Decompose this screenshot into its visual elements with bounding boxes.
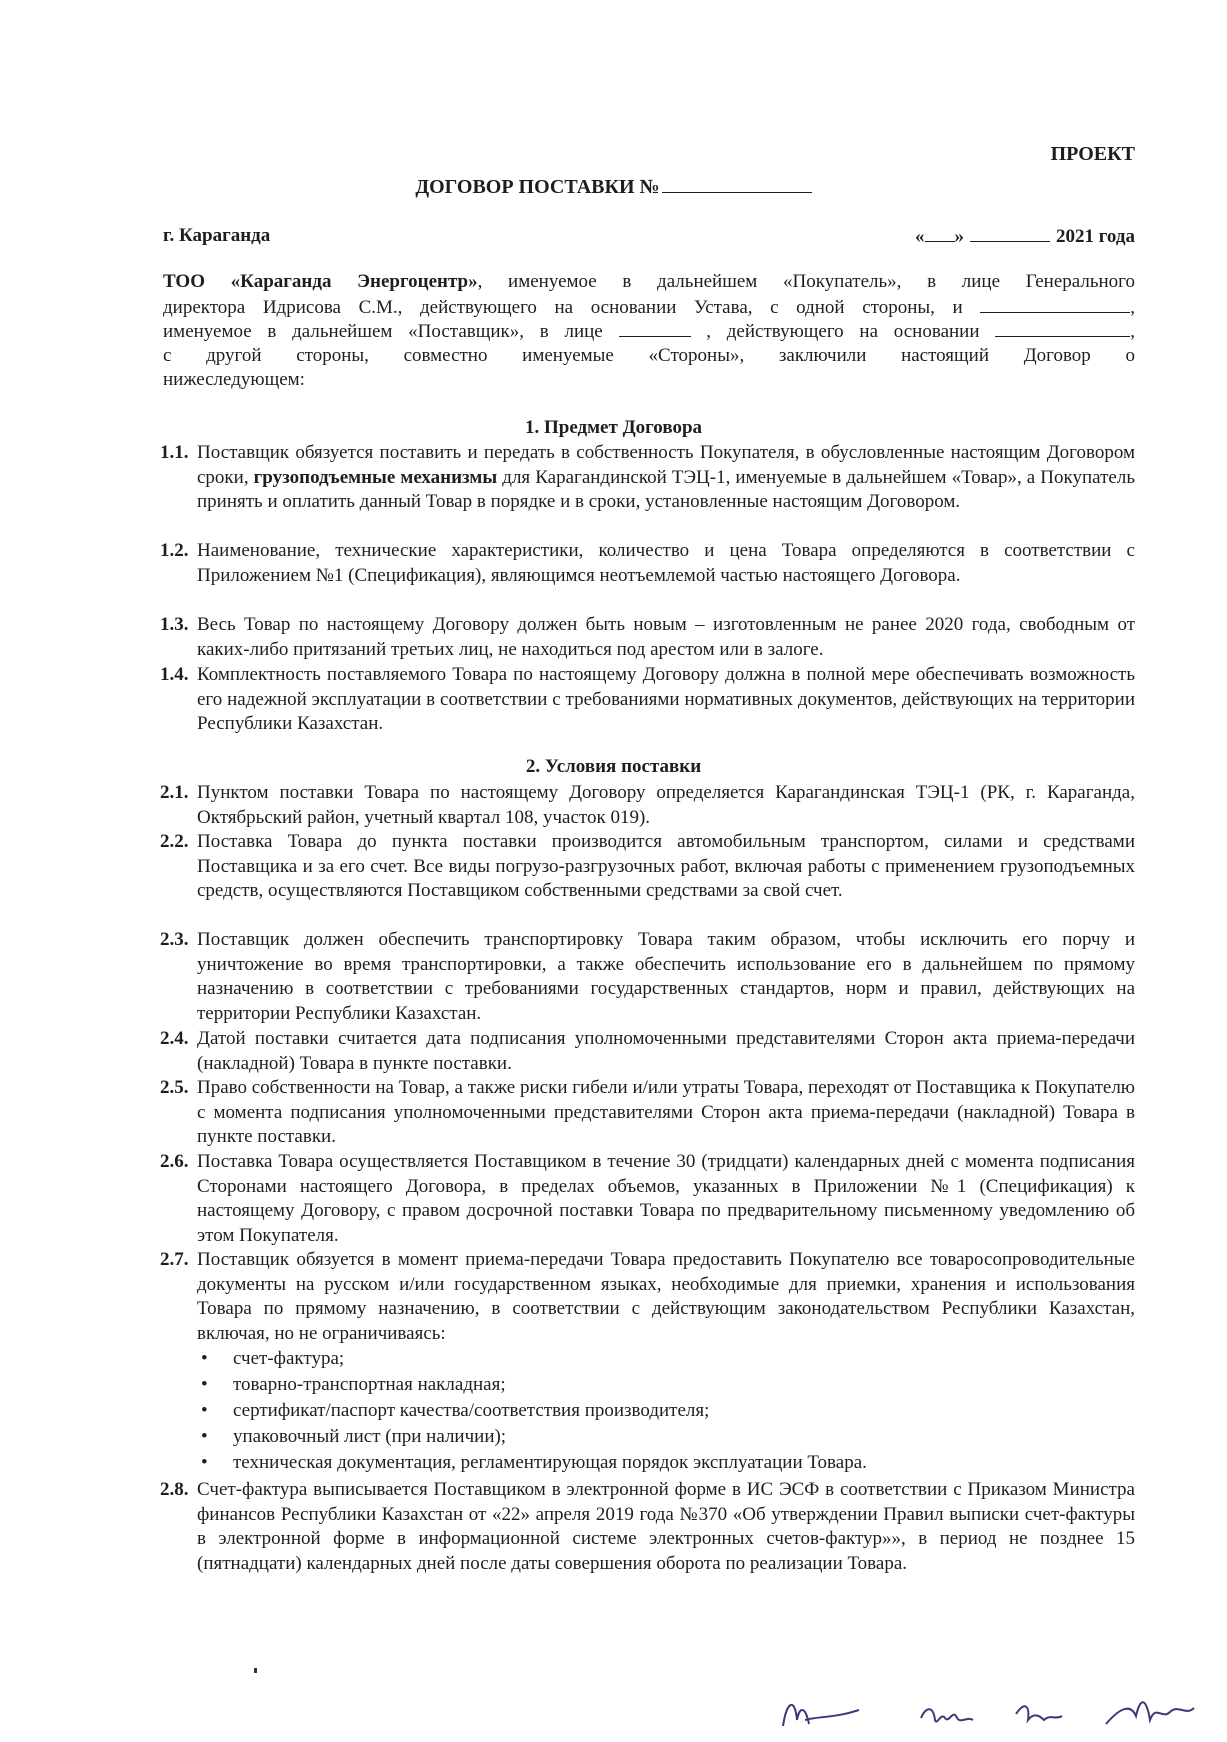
clause-text: Поставщик должен обеспечить транспортировку Товара таким образом, чтобы исключить его порчу и уничтожение во время транспортировки, а также обеспечить использование его в дальнейшем по прямому назначению в соответствии с требованиями государственных стандартов, норм и правил, действующих на территории Республики Казахстан. bbox=[197, 929, 1135, 1024]
clause-text: Право собственности на Товар, а также риски гибели и/или утраты Товара, переходят от Поставщика к Покупателю с момента подписания уполномоченными представителями Сторон акта приема-передачи (накладной) Товара в пункте поставки. bbox=[197, 1077, 1135, 1147]
clause-2-8 bbox=[160, 1478, 1135, 1576]
list-item bbox=[197, 1424, 1127, 1450]
title-text: ДОГОВОР ПОСТАВКИ № bbox=[415, 176, 660, 198]
clause-text: Наименование, технические характеристики, количество и цена Товара определяются в соответствии с Приложением №1 (Спецификация), являющимся неотъемлемой частью настоящего Договора. bbox=[197, 540, 1135, 586]
preamble-line bbox=[163, 295, 1135, 320]
list-item-text: товарно-транспортная накладная; bbox=[233, 1374, 506, 1395]
buyer-name: ТОО «Караганда Энергоцентр» bbox=[163, 271, 478, 292]
preamble bbox=[163, 270, 1135, 393]
preamble-line bbox=[163, 270, 1135, 295]
clause-1-2 bbox=[160, 539, 1135, 588]
clause-2-3 bbox=[160, 928, 1135, 1026]
signature-1-icon bbox=[775, 1690, 865, 1735]
preamble-text: директора Идрисова С.М., действующего на основании Устава, с одной стороны, и bbox=[163, 296, 963, 318]
preamble-line: нижеследующем: bbox=[163, 369, 305, 390]
preamble-text: , bbox=[1130, 296, 1136, 318]
clause-2-4 bbox=[160, 1027, 1135, 1076]
date-quote-close: » bbox=[954, 226, 965, 247]
clause-number: 2.1. bbox=[160, 782, 189, 803]
date-quote-open: « bbox=[915, 226, 925, 247]
clause-2-1 bbox=[160, 781, 1135, 830]
document-title bbox=[0, 174, 1227, 199]
list-item-text: счет-фактура; bbox=[233, 1348, 345, 1369]
clause-1-4 bbox=[160, 663, 1135, 737]
preamble-line bbox=[163, 319, 1135, 344]
bullet-icon: • bbox=[201, 1374, 208, 1395]
bullet-icon: • bbox=[201, 1400, 208, 1421]
clause-text: Поставщик обязуется в момент приема-передачи Товара предоставить Покупателю все товаросопроводительные документы на русском и/или государственном языках, необходимые для приемки, хранения и использования Товара по прямому назначению, в соответствии с действующим законодательством Республики Казахстан, включая, но не ограничиваясь: bbox=[197, 1249, 1135, 1344]
clause-text: Датой поставки считается дата подписания уполномоченными представителями Сторон акта приема-передачи (накладной) Товара в пункте поставки. bbox=[197, 1028, 1135, 1074]
scan-mark bbox=[254, 1668, 257, 1673]
representative-blank bbox=[619, 319, 691, 337]
clause-text: Поставка Товара осуществляется Поставщиком в течение 30 (тридцати) календарных дней с момента подписания Сторонами настоящего Договора, в пределах объемов, указанных в Приложении №1 (Спецификация) к настоящему Договору, с правом досрочной поставки Товара по предварительному письменному уведомлению об этом Покупателя. bbox=[197, 1151, 1135, 1246]
clause-text: Комплектность поставляемого Товара по настоящему Договору должна в полной мере обеспечивать возможность его надежной эксплуатации в соответствии с требованиями нормативных документов, действующих на территории Республики Казахстан. bbox=[197, 664, 1135, 734]
clause-number: 2.6. bbox=[160, 1151, 189, 1172]
list-item bbox=[197, 1346, 1127, 1372]
month-blank bbox=[970, 225, 1050, 242]
list-item bbox=[197, 1398, 1127, 1424]
list-item-text: упаковочный лист (при наличии); bbox=[233, 1426, 507, 1447]
signature-2-icon bbox=[915, 1690, 995, 1735]
clause-text-part: Поставщик обязуется поставить и передать в собственность Покупателя, в обусловленные настоящим Договором сроки, bbox=[197, 442, 1135, 488]
clause-number: 2.5. bbox=[160, 1077, 189, 1098]
preamble-text: , bbox=[1130, 321, 1136, 342]
preamble-text: , именуемое в дальнейшем «Покупатель», в лице Генерального bbox=[477, 271, 1136, 292]
date-year: 2021 года bbox=[1056, 226, 1135, 247]
clause-number: 1.2. bbox=[160, 540, 189, 561]
clause-2-7 bbox=[160, 1248, 1135, 1346]
clause-number: 1.4. bbox=[160, 664, 189, 685]
list-item-text: техническая документация, регламентирующая порядок эксплуатации Товара. bbox=[233, 1452, 867, 1473]
bullet-icon: • bbox=[201, 1426, 208, 1447]
clause-1-3 bbox=[160, 613, 1135, 662]
bullet-icon: • bbox=[201, 1348, 208, 1369]
bullet-icon: • bbox=[201, 1452, 208, 1473]
contract-number-blank bbox=[662, 174, 812, 193]
draft-stamp: ПРОЕКТ bbox=[1050, 143, 1135, 165]
clause-text: Поставка Товара до пункта поставки производится автомобильным транспортом, силами и средствами Поставщика и за его счет. Все виды погрузо-разгрузочных работ, включая работы с применением грузоподъемных средств, осуществляются Поставщиком собственными средствами за свой счет. bbox=[197, 831, 1135, 901]
clause-text: Пунктом поставки Товара по настоящему Договору определяется Карагандинская ТЭЦ-1 (РК, г. Караганда, Октябрьский район, учетный квартал 108, участок 019). bbox=[197, 782, 1135, 828]
clause-text: Весь Товар по настоящему Договору должен быть новым – изготовленным не ранее 2020 года, свободным от каких-либо притязаний третьих лиц, не находиться под арестом или в залоге. bbox=[197, 614, 1135, 660]
list-item bbox=[197, 1372, 1127, 1398]
preamble-line: с другой стороны, совместно именуемые «Стороны», заключили настоящий Договор о bbox=[163, 344, 1135, 366]
clause-number: 2.7. bbox=[160, 1249, 189, 1270]
contract-date bbox=[915, 225, 1135, 248]
supplier-blank bbox=[980, 295, 1130, 313]
clause-number: 2.8. bbox=[160, 1479, 189, 1500]
clause-2-2 bbox=[160, 830, 1135, 904]
clause-number: 2.3. bbox=[160, 929, 189, 950]
clause-2-5 bbox=[160, 1076, 1135, 1150]
document-list bbox=[197, 1346, 1127, 1476]
clause-text bbox=[197, 441, 1135, 515]
signature-3-icon bbox=[1010, 1690, 1080, 1735]
clause-1-1 bbox=[160, 441, 1135, 515]
clause-text-part: для Карагандинской ТЭЦ-1, именуемые в дальнейшем «Товар», а Покупатель принять и оплатить данный Товар в порядке и в сроки, установленные настоящим Договором. bbox=[197, 466, 1135, 512]
section-1-title: 1. Предмет Договора bbox=[524, 417, 703, 438]
city: г. Караганда bbox=[163, 225, 271, 246]
basis-blank bbox=[995, 319, 1130, 337]
clause-number: 1.3. bbox=[160, 614, 189, 635]
clause-number: 2.2. bbox=[160, 831, 189, 852]
preamble-text: именуемое в дальнейшем «Поставщик», в лице bbox=[163, 321, 603, 342]
section-2-title: 2. Условия поставки bbox=[525, 756, 702, 777]
day-blank bbox=[925, 225, 955, 242]
goods-name: грузоподъемные механизмы bbox=[253, 466, 498, 488]
signature-4-icon bbox=[1100, 1690, 1200, 1735]
clause-2-6 bbox=[160, 1150, 1135, 1248]
clause-text: Счет-фактура выписывается Поставщиком в электронной форме в ИС ЭСФ в соответствии с Приказом Министра финансов Республики Казахстан от «22» апреля 2019 года №370 «Об утверждении Правил выписки счет-фактуры в электронной форме в информационной системе электронных счетов-фактур»», в период не позднее 15 (пятнадцати) календарных дней после даты совершения оборота по реализации Товара. bbox=[197, 1479, 1135, 1574]
clause-number: 1.1. bbox=[160, 442, 189, 463]
clause-number: 2.4. bbox=[160, 1028, 189, 1049]
preamble-text: , действующего на основании bbox=[706, 321, 980, 342]
list-item bbox=[197, 1450, 1127, 1476]
list-item-text: сертификат/паспорт качества/соответствия производителя; bbox=[233, 1400, 710, 1421]
